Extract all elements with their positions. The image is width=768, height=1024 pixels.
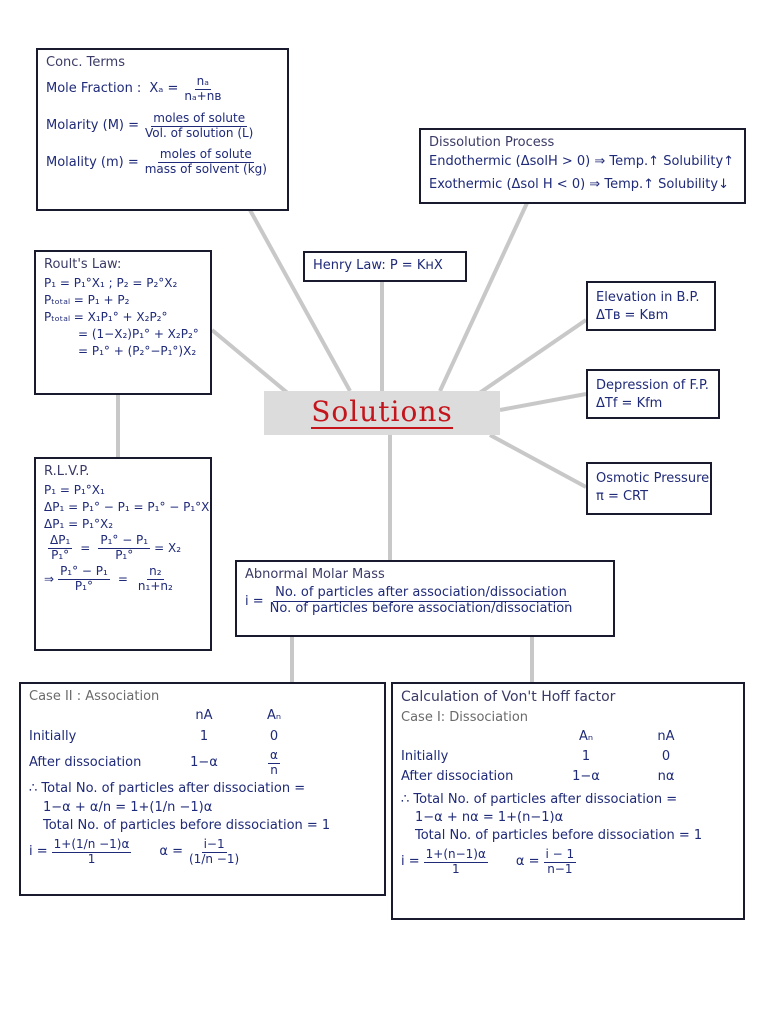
rlvp-frac-b-den: P₁° [115, 548, 134, 563]
vant-hoff-total-before: Total No. of particles before dissociation = 1 [415, 828, 703, 843]
association-box [19, 682, 386, 896]
molarity-den: Vol. of solution (L) [145, 125, 254, 140]
association-after-p-den: n [270, 762, 278, 777]
association-a-num: i−1 [203, 837, 225, 852]
endothermic-line: Endothermic (ΔsolH > 0) ⇒ Temp.↑ Solubility↑ [429, 154, 735, 170]
rlvp-eq-sign: = [80, 541, 91, 556]
association-reactant: nA [195, 708, 213, 724]
vant-hoff-after-r: 1−α [572, 769, 600, 785]
depression-title: Depression of F.P. [596, 378, 709, 393]
vant-hoff-i-den: 1 [451, 862, 460, 877]
raoult-law-box [34, 250, 212, 395]
rlvp-frac-c-num: P₁° − P₁ [60, 563, 108, 578]
rlvp-box [34, 457, 212, 651]
association-i-lhs: i = [29, 844, 48, 860]
abnormal-molar-mass-box [235, 560, 615, 637]
vant-hoff-total-after: ∴ Total No. of particles after dissociation = [401, 791, 678, 807]
rlvp-frac-c-den: P₁° [74, 578, 93, 593]
conc-terms-box [36, 48, 289, 211]
vant-hoff-a-frac [544, 848, 577, 877]
vant-hoff-init-r: 1 [581, 749, 591, 764]
molality-frac [143, 148, 269, 177]
osmotic-pressure-box [586, 462, 712, 515]
raoult-line-5: = P₁° + (P₂°−P₁°)X₂ [78, 344, 197, 359]
molarity-frac [143, 112, 255, 141]
abnormal-title: Abnormal Molar Mass [245, 567, 385, 582]
raoult-line-1: P₁ = P₁°X₁ ; P₂ = P₂°X₂ [44, 276, 178, 291]
vant-hoff-i-lhs: i = [401, 854, 420, 870]
vant-hoff-i-num: 1+(n−1)α [425, 847, 486, 862]
association-i-den: 1 [87, 851, 96, 866]
rlvp-frac-b-num: P₁° − P₁ [100, 533, 149, 548]
vant-hoff-after: After dissociation [401, 769, 514, 785]
vant-hoff-init-p: 0 [661, 749, 671, 764]
association-init-r: 1 [199, 728, 209, 744]
vant-hoff-reactant: Aₙ [578, 728, 594, 744]
depression-formula: ΔTf = Kfm [596, 396, 663, 412]
molality-lhs: Molality (m) = [46, 154, 139, 170]
solutions-center-node [264, 391, 500, 435]
mole-fraction-den: nₐ+nʙ [184, 89, 222, 104]
association-title: Case II : Association [29, 689, 160, 704]
exothermic-line: Exothermic (Δsol H < 0) ⇒ Temp.↑ Solubility↓ [429, 176, 729, 192]
rlvp-title: R.L.V.P. [44, 464, 90, 479]
conc-terms-title: Conc. Terms [46, 55, 125, 70]
vant-hoff-case: Case I: Dissociation [401, 709, 529, 725]
vant-hoff-initially: Initially [401, 749, 449, 764]
raoult-line-3: Pₜₒₜₐₗ = X₁P₁° + X₂P₂° [44, 310, 168, 325]
dissolution-title: Dissolution Process [429, 135, 555, 150]
rlvp-frac-a-den: P₁° [51, 548, 70, 563]
association-a-lhs: α = [159, 844, 183, 860]
rlvp-frac-d-num: n₂ [149, 563, 162, 578]
rlvp-frac-d [136, 565, 175, 594]
abnormal-num: No. of particles after association/dissociation [275, 585, 567, 601]
vant-hoff-after-p: nα [657, 769, 675, 785]
elevation-bp-box [586, 281, 716, 331]
vant-hoff-product: nA [657, 728, 675, 744]
rlvp-line-3: ΔP₁ = P₁°X₂ [44, 517, 114, 532]
rlvp-frac-a [48, 534, 72, 563]
association-after-r: 1−α [190, 754, 218, 770]
raoult-line-4: = (1−X₂)P₁° + X₂P₂° [78, 327, 199, 342]
association-total-after-val: 1−α + α/n = 1+(1/n −1)α [43, 799, 213, 815]
elevation-title: Elevation in B.P. [596, 290, 700, 305]
association-total-after: ∴ Total No. of particles after dissociation = [29, 781, 306, 797]
mole-fraction-label: Mole Fraction : [46, 81, 142, 97]
rlvp-frac-c [58, 565, 110, 594]
association-total-before: Total No. of particles before dissociation = 1 [43, 817, 331, 833]
vant-hoff-i-frac [424, 848, 488, 877]
association-after-p-num: α [270, 747, 278, 762]
henry-law-text: Henry Law: P = KʜX [313, 258, 443, 274]
molarity-lhs: Molarity (M) = [46, 118, 140, 134]
vant-hoff-a-lhs: α = [515, 854, 540, 870]
osmotic-title: Osmotic Pressure [596, 471, 710, 486]
vant-hoff-box [391, 682, 745, 920]
molality-den: mass of solvent (kg) [144, 162, 267, 177]
association-i-num: 1+(1/n −1)α [53, 837, 130, 852]
association-after-p [268, 749, 280, 778]
abnormal-lhs: i = [245, 593, 264, 609]
rlvp-frac-rhs: = X₂ [154, 541, 182, 556]
rlvp-eq-sign-2: = [117, 571, 128, 586]
association-init-p: 0 [269, 728, 279, 744]
association-product: Aₙ [266, 708, 282, 724]
dissolution-box [419, 128, 746, 204]
elevation-formula: ΔTʙ = Kʙm [596, 308, 669, 324]
association-initially: Initially [29, 728, 77, 744]
abnormal-den: No. of particles before association/dissociation [269, 601, 573, 617]
raoult-line-2: Pₜₒₜₐₗ = P₁ + P₂ [44, 293, 130, 308]
henry-law-box [303, 251, 467, 282]
association-a-den: (1/n −1) [189, 851, 240, 866]
mole-fraction-num: nₐ [196, 74, 209, 89]
abnormal-frac [268, 586, 575, 617]
association-i-frac [52, 838, 132, 867]
rlvp-line-2: ΔP₁ = P₁° − P₁ = P₁° − P₁°X [44, 500, 210, 515]
rlvp-line-1: P₁ = P₁°X₁ [44, 483, 105, 498]
raoult-title: Roult's Law: [44, 257, 122, 272]
rlvp-frac-d-den: n₁+n₂ [137, 578, 173, 593]
vant-hoff-total-after-val: 1−α + nα = 1+(n−1)α [415, 809, 564, 825]
vant-hoff-a-den: n−1 [547, 862, 573, 877]
association-a-frac [187, 838, 241, 867]
molarity-num: moles of solute [153, 110, 246, 125]
osmotic-formula: π = CRT [596, 489, 649, 505]
mole-fraction-frac [182, 75, 223, 104]
vant-hoff-a-num: i − 1 [545, 847, 575, 862]
rlvp-frac-a-num: ΔP₁ [50, 533, 71, 548]
rlvp-frac-b [98, 534, 150, 563]
vant-hoff-title: Calculation of Von't Hoff factor [401, 689, 616, 705]
rlvp-implies: ⇒ [44, 571, 55, 586]
molality-num: moles of solute [159, 147, 252, 162]
depression-fp-box [586, 369, 720, 419]
solutions-title: Solutions [311, 394, 453, 428]
association-after: After dissociation [29, 754, 142, 770]
mole-fraction-lhs: Xₐ = [149, 81, 179, 97]
